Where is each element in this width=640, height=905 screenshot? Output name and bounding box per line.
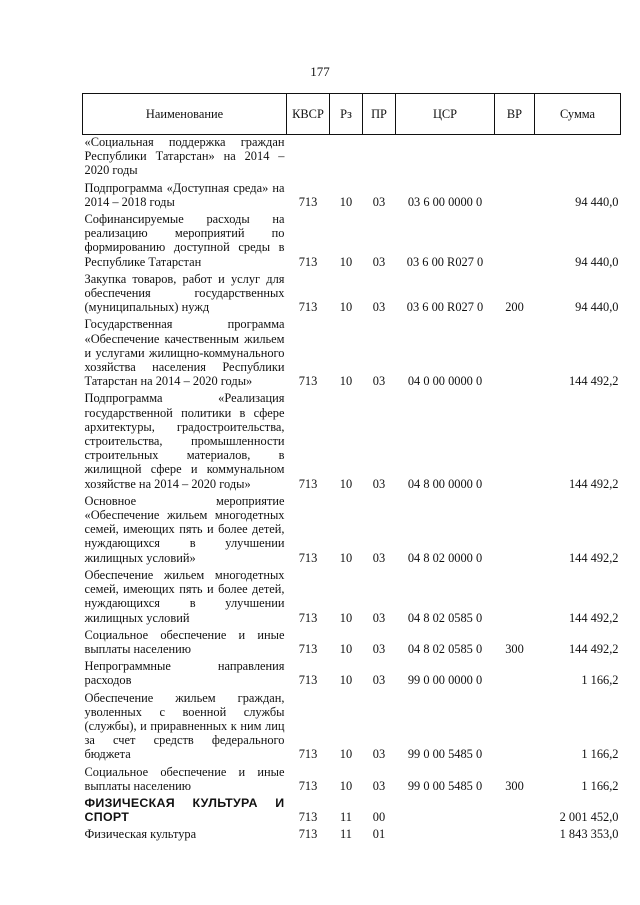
row-sum: 144 492,2 (568, 641, 619, 656)
row-name: Подпрограмма «Реализация государственной политики в сфере архитектуры, градостроительства, строительства, промышленности строительных материалов, в жилищной сфере и коммунальном хозяйстве на 2014 – 2020 годы» (84, 391, 285, 491)
row-sum: 144 492,2 (568, 476, 619, 491)
row-kvsr: 713 (298, 374, 318, 389)
row-sum: 94 440,0 (575, 300, 619, 315)
row-rz: 10 (339, 778, 353, 793)
row-vr (495, 494, 535, 568)
row-name: Подпрограмма «Доступная среда» на 2014 – 2018 годы (84, 180, 285, 209)
row-csr: 99 0 00 5485 0 (407, 747, 483, 762)
row-vr: 300 (505, 641, 524, 656)
row-name: Государственная программа «Обеспечение качественным жильем и услугами жилищно-коммунального хозяйства населения Республики Татарстан на 2014 – 2020 годы» (84, 317, 285, 389)
row-vr: 300 (505, 778, 524, 793)
row-name: Основное мероприятие «Обеспечение жильем многодетных семей, имеющих пять и более детей, нуждающихся в улучшении жилищных условий» (84, 493, 285, 565)
row-sum: 1 166,2 (581, 673, 619, 688)
row-vr (495, 212, 535, 272)
row-name: Непрограммные направления расходов (84, 659, 285, 688)
row-rz: 10 (339, 673, 353, 688)
row-name: Софинансируемые расходы на реализацию мероприятий по формированию доступной среды в Республике Татарстан (84, 212, 285, 269)
row-vr (495, 135, 535, 181)
row-rz: 10 (339, 476, 353, 491)
table-row (83, 659, 621, 690)
header-row (83, 94, 621, 135)
table-row (83, 494, 621, 568)
row-sum: 1 166,2 (581, 747, 619, 762)
header-name: Наименование (83, 94, 287, 135)
row-csr (396, 135, 495, 181)
row-pr: 03 (372, 254, 386, 269)
table-row (83, 796, 621, 827)
row-sum: 1 166,2 (581, 778, 619, 793)
row-rz: 10 (339, 300, 353, 315)
row-sum: 144 492,2 (568, 374, 619, 389)
header-csr: ЦСР (396, 94, 495, 135)
row-csr: 04 8 02 0000 0 (407, 550, 483, 565)
row-vr (495, 181, 535, 212)
row-sum (535, 135, 621, 181)
row-rz: 10 (339, 610, 353, 625)
row-csr (396, 827, 495, 844)
table-row (83, 272, 621, 318)
row-kvsr: 713 (298, 747, 318, 762)
row-name: Социальное обеспечение и иные выплаты населению (84, 627, 285, 656)
row-sum: 2 001 452,0 (559, 810, 619, 825)
row-csr: 04 8 00 0000 0 (407, 476, 483, 491)
table-row (83, 568, 621, 628)
row-csr: 04 8 02 0585 0 (407, 641, 483, 656)
row-pr: 03 (372, 374, 386, 389)
row-rz: 10 (339, 374, 353, 389)
row-vr (495, 659, 535, 690)
table-row (83, 765, 621, 796)
table-row (83, 691, 621, 765)
row-pr: 03 (372, 673, 386, 688)
row-pr (363, 135, 396, 181)
row-pr: 03 (372, 194, 386, 209)
row-rz: 10 (339, 747, 353, 762)
row-vr (495, 796, 535, 827)
table-row (83, 391, 621, 493)
row-csr: 04 8 02 0585 0 (407, 610, 483, 625)
header-sum: Сумма (535, 94, 621, 135)
table-row (83, 827, 621, 844)
row-csr (396, 796, 495, 827)
row-sum: 94 440,0 (575, 254, 619, 269)
row-sum: 94 440,0 (575, 194, 619, 209)
budget-table (82, 93, 621, 845)
row-name: Закупка товаров, работ и услуг для обеспечения государственных (муниципальных) нужд (84, 271, 285, 315)
row-pr: 03 (372, 300, 386, 315)
table-row (83, 317, 621, 391)
table-row (83, 212, 621, 272)
page-number: 177 (310, 64, 330, 79)
row-kvsr: 713 (298, 827, 318, 842)
row-vr: 200 (505, 300, 524, 315)
row-rz: 10 (339, 550, 353, 565)
row-kvsr: 713 (298, 673, 318, 688)
row-kvsr: 713 (298, 254, 318, 269)
row-kvsr: 713 (298, 610, 318, 625)
row-kvsr: 713 (298, 194, 318, 209)
row-rz: 10 (339, 194, 353, 209)
row-name: Обеспечение жильем многодетных семей, имеющих пять и более детей, нуждающихся в улучшении жилищных условий (84, 567, 285, 625)
row-kvsr: 713 (298, 778, 318, 793)
row-csr: 03 6 00 R027 0 (406, 254, 484, 269)
row-sum: 1 843 353,0 (559, 827, 619, 842)
table-row (83, 181, 621, 212)
row-pr: 03 (372, 610, 386, 625)
row-kvsr: 713 (298, 550, 318, 565)
row-vr (495, 317, 535, 391)
row-vr (495, 827, 535, 844)
row-csr: 04 0 00 0000 0 (407, 374, 483, 389)
row-rz: 11 (340, 827, 352, 842)
row-name: «Социальная поддержка граждан Республики Татарстан» на 2014 – 2020 годы (84, 135, 285, 178)
header-vr: ВР (495, 94, 535, 135)
row-vr (495, 691, 535, 765)
table-row (83, 628, 621, 659)
row-pr: 03 (372, 778, 386, 793)
row-csr: 03 6 00 R027 0 (406, 300, 484, 315)
row-vr (495, 568, 535, 628)
row-csr: 03 6 00 0000 0 (407, 194, 483, 209)
row-kvsr: 713 (298, 300, 318, 315)
row-kvsr: 713 (298, 641, 318, 656)
row-rz: 10 (339, 641, 353, 656)
table-row (83, 135, 621, 181)
row-kvsr: 713 (298, 476, 318, 491)
row-csr: 99 0 00 0000 0 (407, 673, 483, 688)
row-rz: 11 (340, 810, 352, 825)
header-pr: ПР (363, 94, 396, 135)
row-pr: 03 (372, 641, 386, 656)
row-sum: 144 492,2 (568, 550, 619, 565)
row-rz: 10 (339, 254, 353, 269)
row-pr: 03 (372, 550, 386, 565)
row-name: Физическая культура (84, 827, 197, 842)
row-name: Обеспечение жильем граждан, уволенных с военной службы (службы), и приравненных к ним лиц за счет средств федерального бюджета (84, 690, 285, 762)
row-csr: 99 0 00 5485 0 (407, 778, 483, 793)
row-kvsr (287, 135, 330, 181)
row-name: ФИЗИЧЕСКАЯ КУЛЬТУРА И СПОРТ (84, 795, 285, 825)
row-vr (495, 391, 535, 493)
row-kvsr: 713 (298, 810, 318, 825)
row-rz (330, 135, 363, 181)
row-name: Социальное обеспечение и иные выплаты населению (84, 764, 285, 793)
row-pr: 03 (372, 747, 386, 762)
row-pr: 01 (372, 827, 386, 842)
row-pr: 00 (372, 810, 386, 825)
header-rz: Рз (330, 94, 363, 135)
row-sum: 144 492,2 (568, 610, 619, 625)
header-kvsr: КВСР (287, 94, 330, 135)
row-pr: 03 (372, 476, 386, 491)
